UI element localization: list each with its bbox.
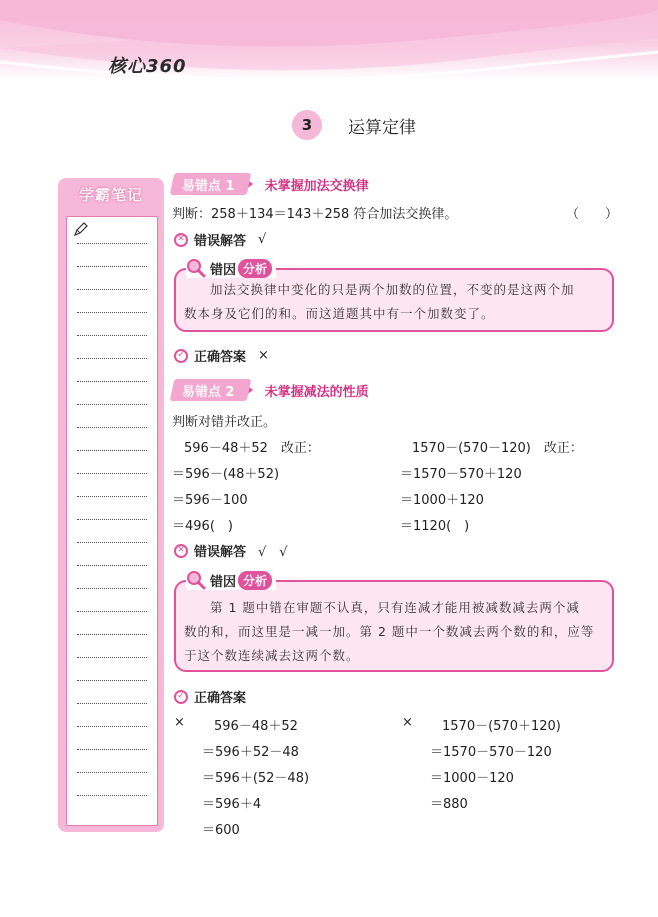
section2-left-expr-0: 596－48＋52 改正：: [184, 441, 320, 456]
note-line: [77, 266, 147, 267]
section2-right-expr-2: ＝1000＋120: [400, 493, 484, 508]
section1-correct-row: [174, 346, 269, 365]
section2-correct-label: 正确答案: [194, 691, 247, 706]
pencil-icon: [73, 221, 89, 237]
section2-analysis-head: [186, 570, 276, 590]
section2-correct-left-4: ＝600: [202, 823, 240, 838]
note-line: [77, 427, 147, 428]
section2-correct-right-3: ＝880: [430, 797, 468, 812]
section2-correct-left-1: ＝596＋52－48: [202, 745, 299, 760]
note-line: [77, 519, 147, 520]
note-line: [77, 588, 147, 589]
section2-analysis-box: [174, 580, 614, 672]
note-line: [77, 565, 147, 566]
section1-wrong-answer: √: [258, 232, 267, 247]
section2-tag-label: 易错点 2: [182, 384, 235, 400]
cross-circle-icon: ✕: [174, 233, 188, 247]
note-line: [77, 496, 147, 497]
section2-left-expr-2: ＝596－100: [172, 493, 248, 508]
section1-correct-answer: ×: [258, 348, 269, 363]
note-line: [77, 243, 147, 244]
section1-analysis-head: [186, 258, 276, 278]
chapter-heading: [292, 110, 416, 140]
note-line: [77, 358, 147, 359]
note-line: [77, 289, 147, 290]
section2-correct-left-3: ＝596＋4: [202, 797, 262, 812]
note-line: [77, 680, 147, 681]
section2-right-expr-1: ＝1570－570＋120: [400, 467, 522, 482]
note-line: [77, 611, 147, 612]
note-line: [77, 726, 147, 727]
note-line: [77, 634, 147, 635]
section1-analysis-line2: 数本身及它们的和。而这道题其中有一个加数变了。: [184, 306, 495, 321]
magnifier-icon: [186, 570, 206, 590]
section2-correct-right-2: ＝1000－120: [430, 771, 514, 786]
section2-correct-row: [174, 687, 246, 706]
section1-tag-label: 易错点 1: [182, 178, 235, 194]
check-circle-icon: ✓: [174, 690, 188, 704]
section1-tag-box: [170, 173, 251, 195]
note-line: [77, 335, 147, 336]
section1-analysis-badge: 分析: [238, 259, 272, 278]
section2-left-expr-3: ＝496( ): [172, 519, 233, 534]
section1-answer-bracket: （ ）: [566, 207, 619, 222]
section2-right-expr-3: ＝1120( ): [400, 519, 470, 534]
notes-title: 学霸笔记: [78, 186, 143, 204]
section2-analysis-line2: 数的和，而这里是一减一加。第 2 题中一个数减去两个数的和，应等: [184, 624, 595, 639]
note-line: [77, 450, 147, 451]
section1-question: 判断：258＋134＝143＋258 符合加法交换律。: [172, 207, 458, 222]
note-line: [77, 657, 147, 658]
section2-analysis-line1: 第 1 题中错在审题不认真，只有连减才能用被减数减去两个减: [210, 600, 580, 615]
notes-sidebar: [58, 178, 164, 832]
section2-wrong-row: [174, 541, 288, 560]
section1-desc: 未掌握加法交换律: [264, 178, 369, 194]
note-line: [77, 473, 147, 474]
section1-analysis-line1: 加法交换律中变化的只是两个加数的位置，不变的是这两个加: [210, 282, 575, 297]
header-wave: [0, 0, 658, 80]
section1-wrong-label: 错误解答: [194, 234, 247, 249]
section2-analysis-title: 错因: [210, 574, 237, 590]
section1-analysis-title: 错因: [210, 262, 237, 278]
chapter-number: 3: [292, 110, 322, 140]
section2-correct-right-mark: ×: [402, 715, 413, 730]
section2-tag: [172, 378, 369, 402]
note-line: [77, 542, 147, 543]
section2-left-expr-1: ＝596－(48＋52): [172, 467, 280, 482]
note-line: [77, 404, 147, 405]
note-line: [77, 381, 147, 382]
magnifier-icon: [186, 258, 206, 278]
section2-right-expr-0: 1570－(570－120) 改正：: [412, 441, 583, 456]
section2-wrong-label: 错误解答: [194, 545, 247, 560]
section2-tag-box: [170, 379, 251, 401]
section2-correct-right-0: 1570－(570＋120): [442, 719, 561, 734]
section2-correct-left-0: 596－48＋52: [214, 719, 298, 734]
section2-desc: 未掌握减法的性质: [264, 384, 369, 400]
note-line: [77, 795, 147, 796]
section2-correct-left-2: ＝596＋(52－48): [202, 771, 310, 786]
section2-question: 判断对错并改正。: [172, 415, 277, 430]
section2-analysis-badge: 分析: [238, 571, 272, 590]
section2-wrong-answer: √ √: [258, 545, 288, 560]
section2-correct-left-mark: ×: [174, 715, 185, 730]
section2-analysis-line3: 于这个数连续减去这两个数。: [184, 648, 360, 663]
note-line: [77, 772, 147, 773]
check-circle-icon: ✓: [174, 349, 188, 363]
note-line: [77, 749, 147, 750]
brand-logo: 核心360: [108, 56, 187, 77]
section2-correct-right-1: ＝1570－570－120: [430, 745, 552, 760]
note-line: [77, 703, 147, 704]
header-band: [0, 0, 658, 80]
note-line: [77, 312, 147, 313]
chapter-title: 运算定律: [348, 117, 416, 138]
section1-tag: [172, 172, 369, 196]
cross-circle-icon: ✕: [174, 544, 188, 558]
section1-correct-label: 正确答案: [194, 350, 247, 365]
notes-paper: [66, 216, 158, 826]
section1-wrong-row: [174, 230, 266, 249]
